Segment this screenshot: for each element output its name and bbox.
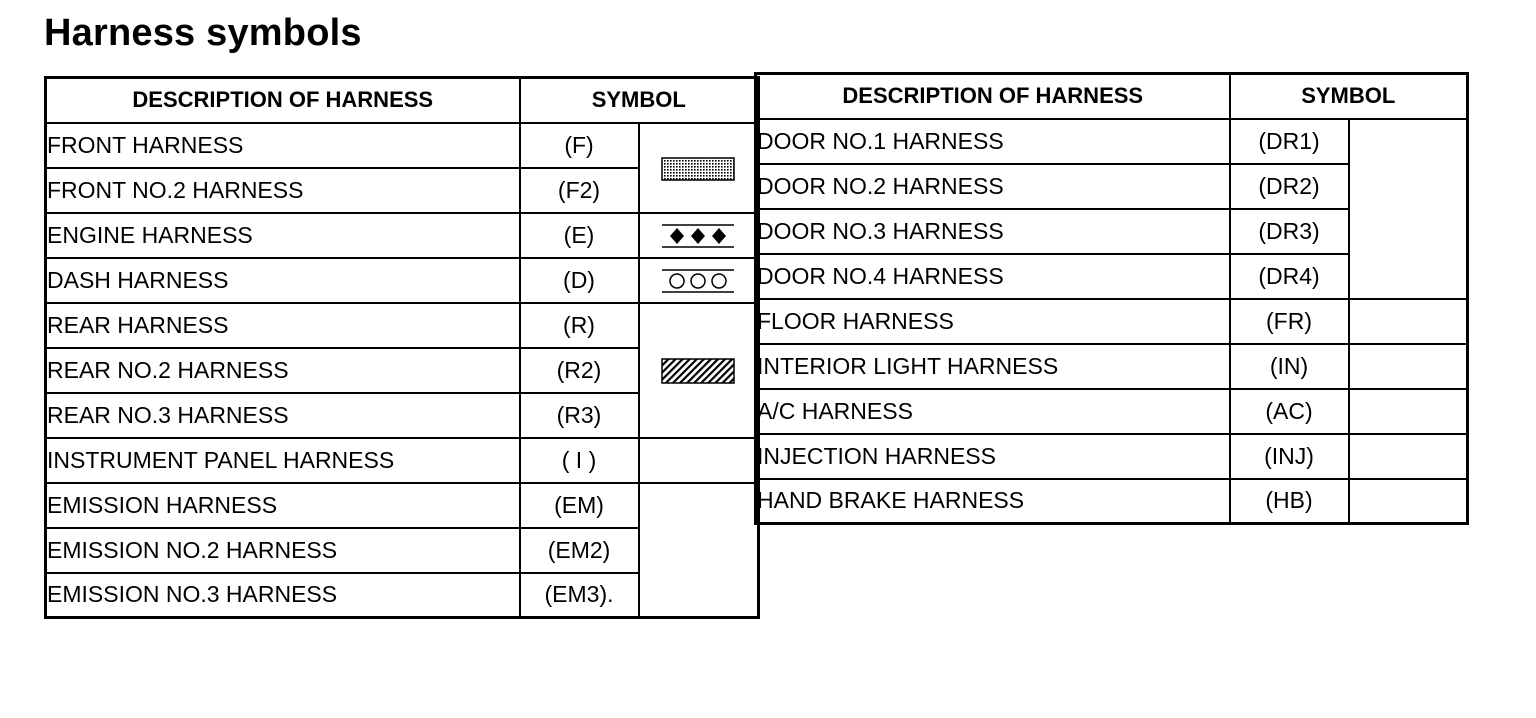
instrument-panel-symbol-cell [639, 438, 759, 483]
emission-harness-symbol-cell [639, 483, 759, 618]
harness-code: (D) [520, 258, 639, 303]
ac-harness-symbol-cell [1349, 389, 1468, 434]
harness-code: (DR4) [1230, 254, 1349, 299]
harness-code: (EM2) [520, 528, 639, 573]
harness-code: (AC) [1230, 389, 1349, 434]
table-header-row [46, 78, 759, 123]
harness-description: DOOR NO.4 HARNESS [756, 254, 1230, 299]
harness-code: (IN) [1230, 344, 1349, 389]
harness-code: (EM) [520, 483, 639, 528]
harness-code: (INJ) [1230, 434, 1349, 479]
diamond-line-symbol [661, 223, 735, 249]
harness-description: DOOR NO.3 HARNESS [756, 209, 1230, 254]
harness-description: FRONT NO.2 HARNESS [46, 168, 520, 213]
table-row [756, 389, 1468, 434]
table-row [46, 123, 759, 168]
table-row [46, 213, 759, 258]
harness-description: FLOOR HARNESS [756, 299, 1230, 344]
harness-code: (E) [520, 213, 639, 258]
harness-code: (EM3). [520, 573, 639, 618]
harness-description: ENGINE HARNESS [46, 213, 520, 258]
table-row [46, 258, 759, 303]
table-row [46, 438, 759, 483]
right-harness-table [754, 72, 1469, 525]
harness-code: (DR1) [1230, 119, 1349, 164]
harness-description: DOOR NO.2 HARNESS [756, 164, 1230, 209]
page-title: Harness symbols [44, 12, 362, 54]
harness-description: HAND BRAKE HARNESS [756, 479, 1230, 524]
injection-harness-symbol-cell [1349, 434, 1468, 479]
harness-description: DOOR NO.1 HARNESS [756, 119, 1230, 164]
table-row [756, 479, 1468, 524]
harness-description: INTERIOR LIGHT HARNESS [756, 344, 1230, 389]
dotted-pattern-line-symbol [661, 157, 735, 181]
harness-code: ( I ) [520, 438, 639, 483]
description-header: DESCRIPTION OF HARNESS [46, 78, 520, 123]
harness-code: (F2) [520, 168, 639, 213]
harness-description: EMISSION HARNESS [46, 483, 520, 528]
harness-code: (HB) [1230, 479, 1349, 524]
harness-code: (F) [520, 123, 639, 168]
table-row [756, 434, 1468, 479]
harness-code: (DR3) [1230, 209, 1349, 254]
harness-description: EMISSION NO.3 HARNESS [46, 573, 520, 618]
harness-description: A/C HARNESS [756, 389, 1230, 434]
table-row [756, 299, 1468, 344]
table-row [756, 119, 1468, 164]
floor-harness-symbol-cell [1349, 299, 1468, 344]
rear-harness-symbol-cell [639, 303, 759, 438]
interior-light-harness-symbol-cell [1349, 344, 1468, 389]
door-harness-symbol-cell [1349, 119, 1468, 299]
symbol-header: SYMBOL [520, 78, 759, 123]
table-header-row [756, 74, 1468, 119]
hatched-line-symbol [661, 358, 735, 384]
left-harness-table [44, 76, 760, 619]
harness-code: (R3) [520, 393, 639, 438]
circle-line-symbol [661, 268, 735, 294]
dash-harness-symbol-cell [639, 258, 759, 303]
harness-code: (R2) [520, 348, 639, 393]
harness-description: REAR NO.3 HARNESS [46, 393, 520, 438]
harness-description: INJECTION HARNESS [756, 434, 1230, 479]
harness-code: (DR2) [1230, 164, 1349, 209]
harness-description: FRONT HARNESS [46, 123, 520, 168]
hand-brake-harness-symbol-cell [1349, 479, 1468, 524]
harness-code: (R) [520, 303, 639, 348]
harness-description: REAR NO.2 HARNESS [46, 348, 520, 393]
symbol-header: SYMBOL [1230, 74, 1468, 119]
harness-description: DASH HARNESS [46, 258, 520, 303]
engine-harness-symbol-cell [639, 213, 759, 258]
harness-code: (FR) [1230, 299, 1349, 344]
description-header: DESCRIPTION OF HARNESS [756, 74, 1230, 119]
front-harness-symbol-cell [639, 123, 759, 213]
table-row [46, 303, 759, 348]
table-row [46, 483, 759, 528]
harness-description: INSTRUMENT PANEL HARNESS [46, 438, 520, 483]
harness-description: REAR HARNESS [46, 303, 520, 348]
harness-description: EMISSION NO.2 HARNESS [46, 528, 520, 573]
table-row [756, 344, 1468, 389]
